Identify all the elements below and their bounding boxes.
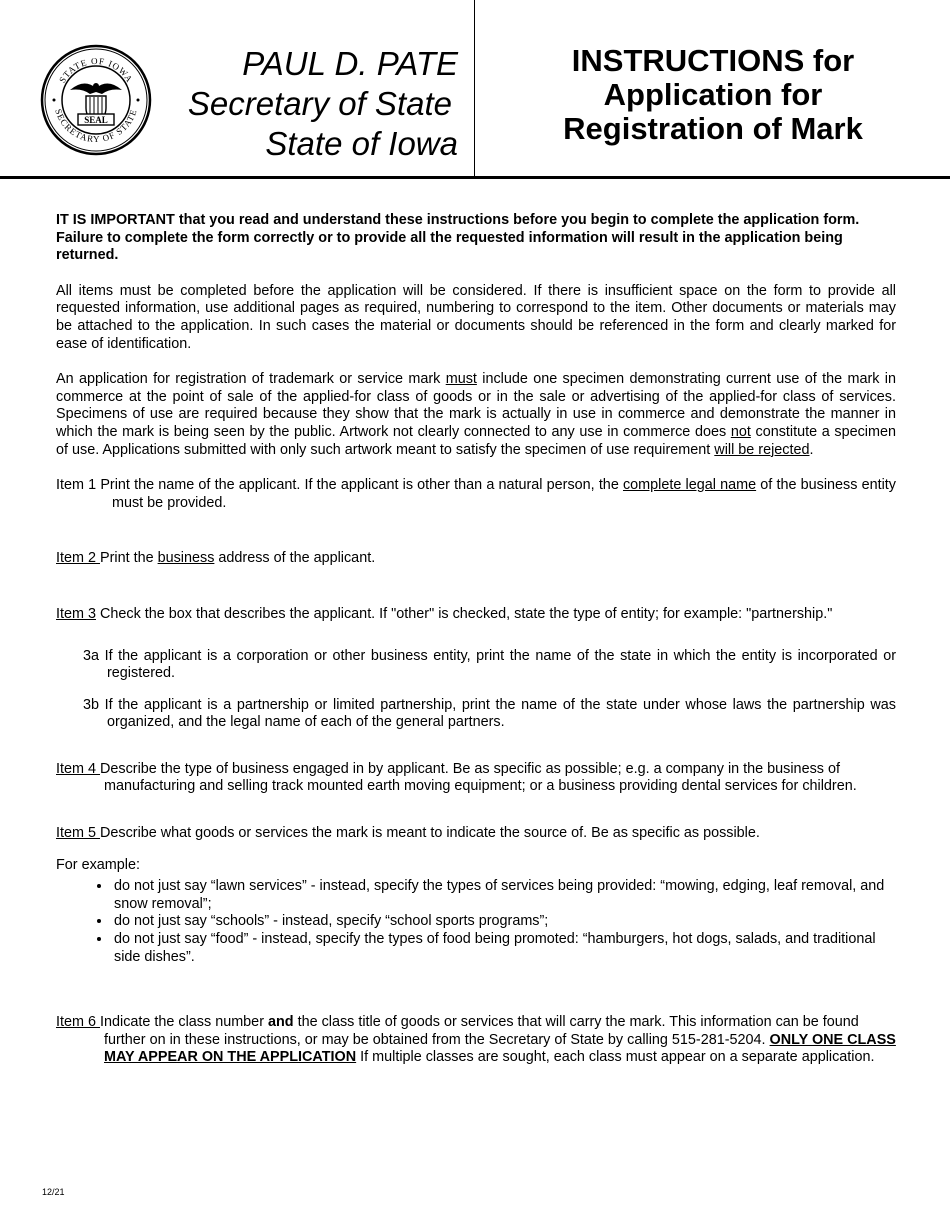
specimen-paragraph: An application for registration of trademark or service mark must include one specimen demonstrating current use of the mark in commerce at the point of sale of the applied-for class of goods or in the sale or advertising of the applied-for class of services. Specimens of use are required because they show that the mark is actually in use in commerce and demonstrate the manner in which the mark is being seen by the public. Artwork not clearly connected to any use in commerce does not constitute a specimen of use. Applications submitted with only such artwork meant to satisfy the specimen of use requirement will be rejected. xyxy=(56,371,897,458)
item-3b: 3b If the applicant is a partnership or limited partnership, print the name of the state under whose laws the partnership was organized, and the legal name of each of the general partners. xyxy=(83,696,896,731)
seal-text-top: STATE OF IOWA xyxy=(57,55,135,85)
important-notice: IT IS IMPORTANT that you read and understand these instructions before you begin to complete the application form. Failure to complete the form correctly or to provide all the requested information will result in the application being returned. xyxy=(56,212,860,264)
letterhead xyxy=(0,0,950,179)
official-state: State of Iowa xyxy=(265,125,458,162)
item-6-label: Item 6 xyxy=(56,1014,100,1031)
secretary-of-state-block xyxy=(188,44,458,164)
form-revision-code: 12/21 xyxy=(42,1187,65,1197)
item-4: Item 4 Describe the type of business engaged in by applicant. Be as specific as possible; e.g. a company in the business of manufacturing and selling track mounted earth moving equipment; or a business providing dental services for children. xyxy=(56,760,857,795)
official-title: Secretary of State xyxy=(187,85,452,122)
list-item: • do not just say “schools” - instead, specify “school sports programs”; xyxy=(112,913,896,931)
item-3: Item 3 Check the box that describes the applicant. If "other" is checked, state the type of entity; for example: "partnership." xyxy=(56,605,833,622)
official-name: PAUL D. PATE xyxy=(242,45,458,82)
item-6: Item 6 Indicate the class number and the class title of goods or services that will carry the mark. This information can be found further on in these instructions, or may be obtained from the Secretary of State by calling 515-281-5204. ONLY ONE CLASS MAY APPEAR ON THE APPLICATION If multiple classes are sought, each class must appear on a separate application. xyxy=(56,1014,896,1066)
seal-text-bottom: SECRETARY OF STATE xyxy=(53,107,139,145)
header-divider xyxy=(474,0,475,176)
for-example-label: For example: xyxy=(56,856,140,873)
item-1-label: Item 1 xyxy=(56,477,101,494)
item-3-label: Item 3 xyxy=(56,605,96,622)
svg-text:SECRETARY OF STATE xyxy=(53,108,139,144)
document-title xyxy=(476,44,950,146)
item-5: Item 5 Describe what goods or services the mark is meant to indicate the source of. Be as specific as possible. xyxy=(56,825,760,842)
item-2: Item 2 Print the business address of the applicant. xyxy=(56,550,376,567)
item-4-label: Item 4 xyxy=(56,760,100,777)
seal-center-text: SEAL xyxy=(84,115,108,125)
example-list xyxy=(56,878,896,966)
title-line-3: Registration of Mark xyxy=(563,111,863,146)
all-items-paragraph: All items must be completed before the application will be considered. If there is insufficient space on the form to provide all requested information, use additional pages as required, numbering to correspond to the item. Other documents or materials may be attached to the application. In such cases the material or documents should be referenced in the form and clearly marked for ease of identification. xyxy=(56,282,896,352)
title-line-2: Application for xyxy=(603,77,823,112)
item-2-label: Item 2 xyxy=(56,550,100,567)
item-3a: 3a If the applicant is a corporation or other business entity, print the name of the state in which the entity is incorporated or registered. xyxy=(83,647,896,682)
item-1: Item 1 Print the name of the applicant. If the applicant is other than a natural person, the complete legal name of the business entity must be provided. xyxy=(56,477,896,511)
title-line-1: INSTRUCTIONS for xyxy=(571,43,855,78)
item-5-label: Item 5 xyxy=(56,825,100,842)
list-item: • do not just say “lawn services” - instead, specify the types of services being provided: “mowing, edging, leaf removal, and snow removal”; xyxy=(112,878,896,913)
list-item: • do not just say “food” - instead, specify the types of food being promoted: “hamburgers, hot dogs, salads, and traditional side dishes”. xyxy=(112,931,896,966)
one-class-warning: ONLY ONE CLASS MAY APPEAR ON THE APPLICATION xyxy=(104,1031,896,1066)
instructions-body xyxy=(56,212,896,1067)
iowa-state-seal xyxy=(40,44,152,156)
